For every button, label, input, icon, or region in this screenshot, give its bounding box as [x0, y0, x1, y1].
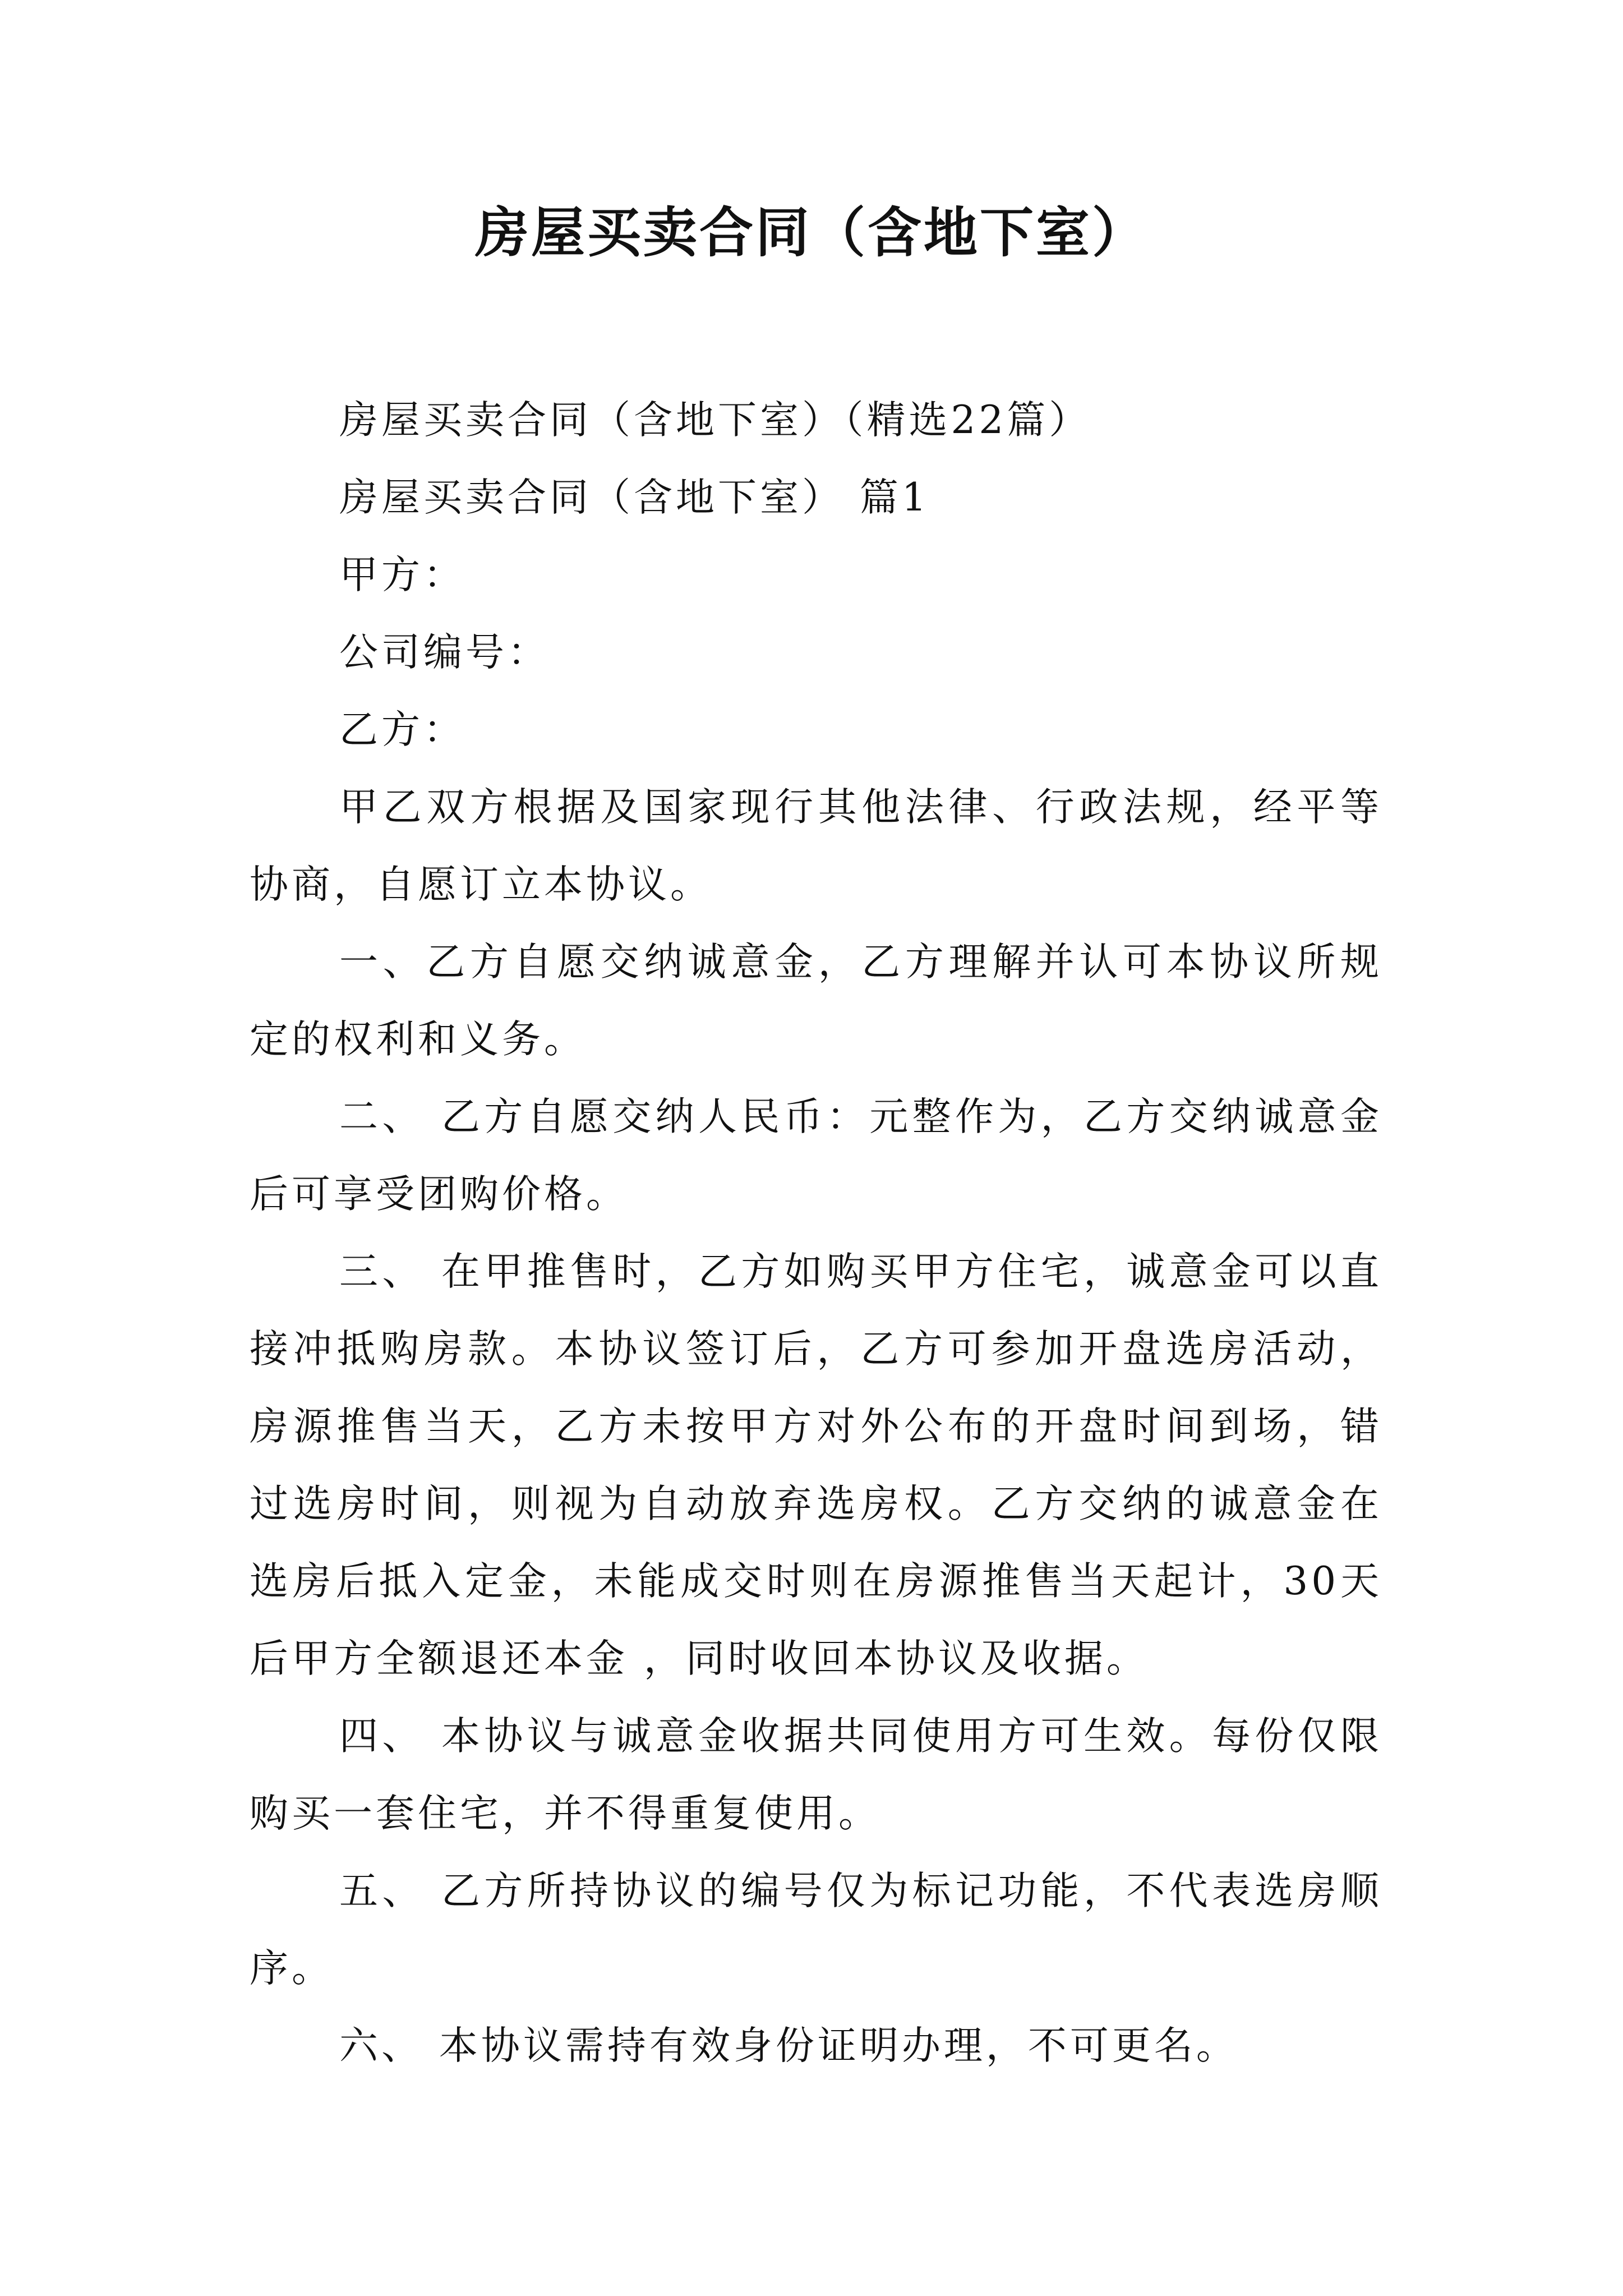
article-heading: 房屋买卖合同（含地下室） 篇1: [339, 475, 930, 520]
document-body: [250, 381, 1382, 2085]
clause-6-paragraph: 六、 本协议需持有效身份证明办理，不可更名。: [339, 2023, 1238, 2068]
preamble-paragraph: 甲乙双方根据及国家现行其他法律、行政法规，经平等协商，自愿订立本协议。: [250, 785, 1382, 907]
clause-1-paragraph: 一、乙方自愿交纳诚意金，乙方理解并认可本协议所规定的权利和义务。: [250, 940, 1382, 1062]
clause-2-paragraph: 二、 乙方自愿交纳人民币：元整作为，乙方交纳诚意金后可享受团购价格。: [250, 1094, 1382, 1217]
company-number-label: 公司编号：: [339, 630, 550, 675]
clause-4-paragraph: 四、 本协议与诚意金收据共同使用方可生效。每份仅限购买一套住宅，并不得重复使用。: [250, 1714, 1382, 1836]
party-b-label: 乙方：: [339, 707, 465, 752]
party-a-label: 甲方：: [339, 553, 465, 597]
document-title: 房屋买卖合同（含地下室）: [475, 201, 1148, 264]
collection-title: 房屋买卖合同（含地下室）（精选22篇）: [339, 398, 1091, 443]
clause-5-paragraph: 五、 乙方所持协议的编号仅为标记功能，不代表选房顺序。: [250, 1869, 1382, 1991]
clause-3-paragraph: 三、 在甲推售时，乙方如购买甲方住宅，诚意金可以直接冲抵购房款。本协议签订后，乙方可参加开盘选房活动，房源推售当天，乙方未按甲方对外公布的开盘时间到场，错过选房时间，则视为自动放弃选房权。乙方交纳的诚意金在选房后抵入定金，未能成交时则在房源推售当天起计，30天后甲方全额退还本金 ，同时收回本协议及收据。: [250, 1249, 1382, 1681]
